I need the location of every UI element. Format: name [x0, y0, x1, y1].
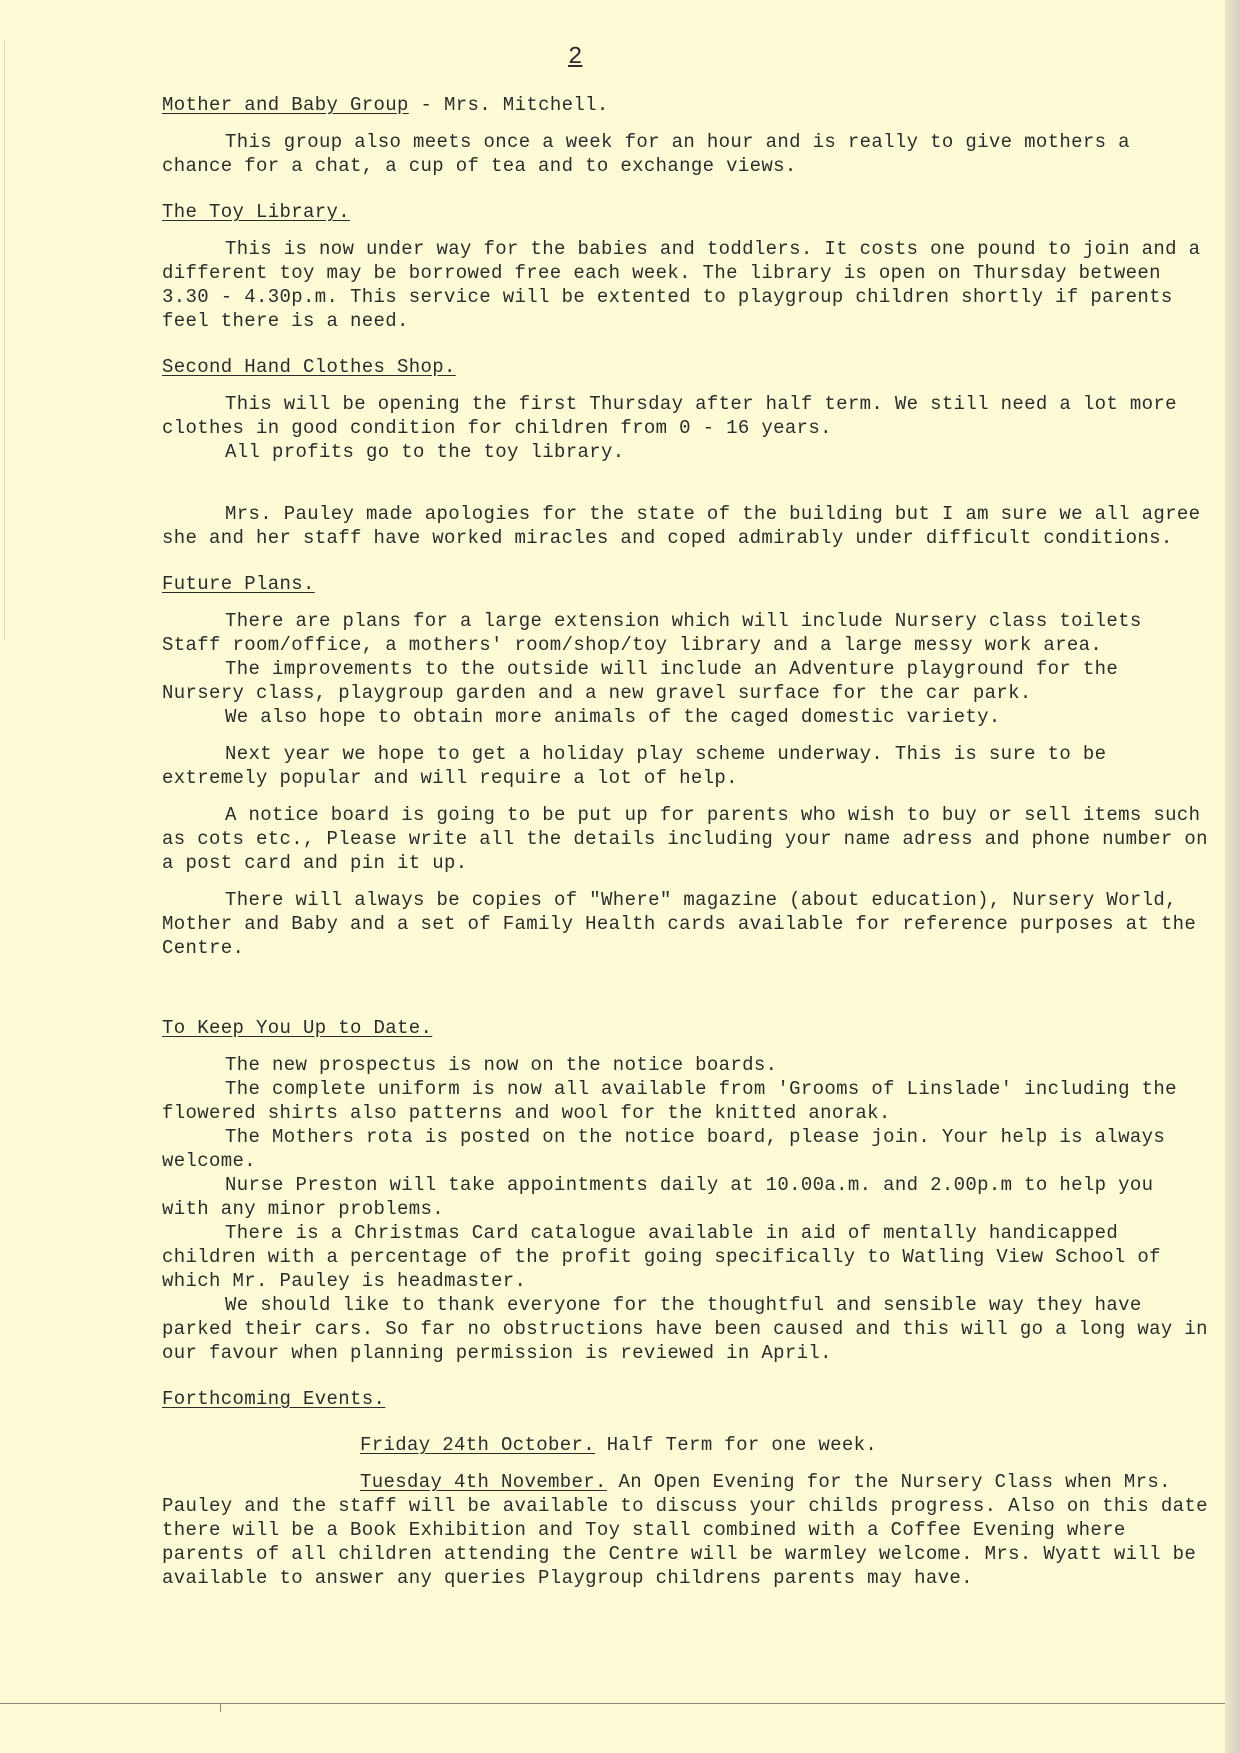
paragraph: This group also meets once a week for an hour and is really to give mothers a chance for a chat, a cup of tea and to exchange views. [162, 131, 1130, 177]
paragraph: The new prospectus is now on the notice boards. [225, 1054, 778, 1076]
section-heading-mother-baby: Mother and Baby Group - Mrs. Mitchell. [162, 94, 609, 116]
event-text: Half Term for one week. [595, 1434, 878, 1456]
section-heading-forthcoming-events: Forthcoming Events. [162, 1388, 386, 1410]
bottom-rule [0, 1703, 1225, 1704]
paragraph: A notice board is going to be put up for parents who wish to buy or sell items such as cots etc., Please write all the details including your name adress and phone number on a post card and pin it up. [162, 804, 1208, 874]
paragraph: Next year we hope to get a holiday play scheme underway. This is sure to be extremely popular and will require a lot of help. [162, 743, 1107, 789]
event-half-term [162, 1433, 1212, 1457]
paragraph: This will be opening the first Thursday after half term. We still need a lot more clothes in good condition for children from 0 - 16 years. [162, 393, 1177, 439]
paragraph: The improvements to the outside will include an Adventure playground for the Nursery class, playgroup garden and a new gravel surface for the car park. [162, 658, 1119, 704]
event-open-evening [162, 1470, 1212, 1590]
paragraph: The complete uniform is now all available from 'Grooms of Linslade' including the flowered shirts also patterns and wool for the knitted anorak. [162, 1078, 1177, 1124]
page-edge [1225, 0, 1240, 1753]
bottom-tick [220, 1703, 221, 1712]
paragraph: We also hope to obtain more animals of the caged domestic variety. [225, 706, 1001, 728]
paragraph: There are plans for a large extension which will include Nursery class toilets Staff room/office, a mothers' room/shop/toy library and a large messy work area. [162, 610, 1142, 656]
paragraph: All profits go to the toy library. [225, 441, 625, 463]
section-heading-toy-library: The Toy Library. [162, 201, 351, 223]
paragraph: This is now under way for the babies and toddlers. It costs one pound to join and a different toy may be borrowed free each week. The library is open on Thursday between 3.30 - 4.30p.m. This service will be extented to playgroup children shortly if parents feel there is a need. [162, 238, 1201, 332]
section-heading-clothes-shop: Second Hand Clothes Shop. [162, 356, 456, 378]
document-body [162, 93, 1212, 1590]
event-date: Friday 24th October. [360, 1434, 596, 1456]
page-number: 2 [568, 44, 583, 71]
paragraph: Nurse Preston will take appointments daily at 10.00a.m. and 2.00p.m to help you with any minor problems. [162, 1174, 1154, 1220]
paragraph: The Mothers rota is posted on the notice board, please join. Your help is always welcome. [162, 1126, 1166, 1172]
page-margin-mark [4, 40, 13, 640]
paragraph: There is a Christmas Card catalogue available in aid of mentally handicapped children with a percentage of the profit going specifically to Watling View School of which Mr. Pauley is headmaster. [162, 1222, 1161, 1292]
paragraph: There will always be copies of "Where" magazine (about education), Nursery World, Mother and Baby and a set of Family Health cards available for reference purposes at the Centre. [162, 889, 1197, 959]
event-text: An Open Evening for the Nursery Class when Mrs. Pauley and the staff will be available to discuss your childs progress. Also on this date there will be a Book Exhibition and Toy stall combined with a Coffee Evening where parents of all children attending the Centre will be warmley welcome. Mrs. Wyatt will be available to answer any queries Playgroup childrens parents may have. [162, 1471, 1208, 1589]
paragraph-apologies: Mrs. Pauley made apologies for the state of the building but I am sure we all agree she and her staff have worked miracles and coped admirably under difficult conditions. [162, 503, 1201, 549]
section-heading-future-plans: Future Plans. [162, 573, 315, 595]
section-heading-keep-up-to-date: To Keep You Up to Date. [162, 1017, 433, 1039]
event-date: Tuesday 4th November. [360, 1471, 607, 1493]
paragraph: We should like to thank everyone for the thoughtful and sensible way they have parked their cars. So far no obstructions have been caused and this will go a long way in our favour when planning permission is reviewed in April. [162, 1294, 1208, 1364]
